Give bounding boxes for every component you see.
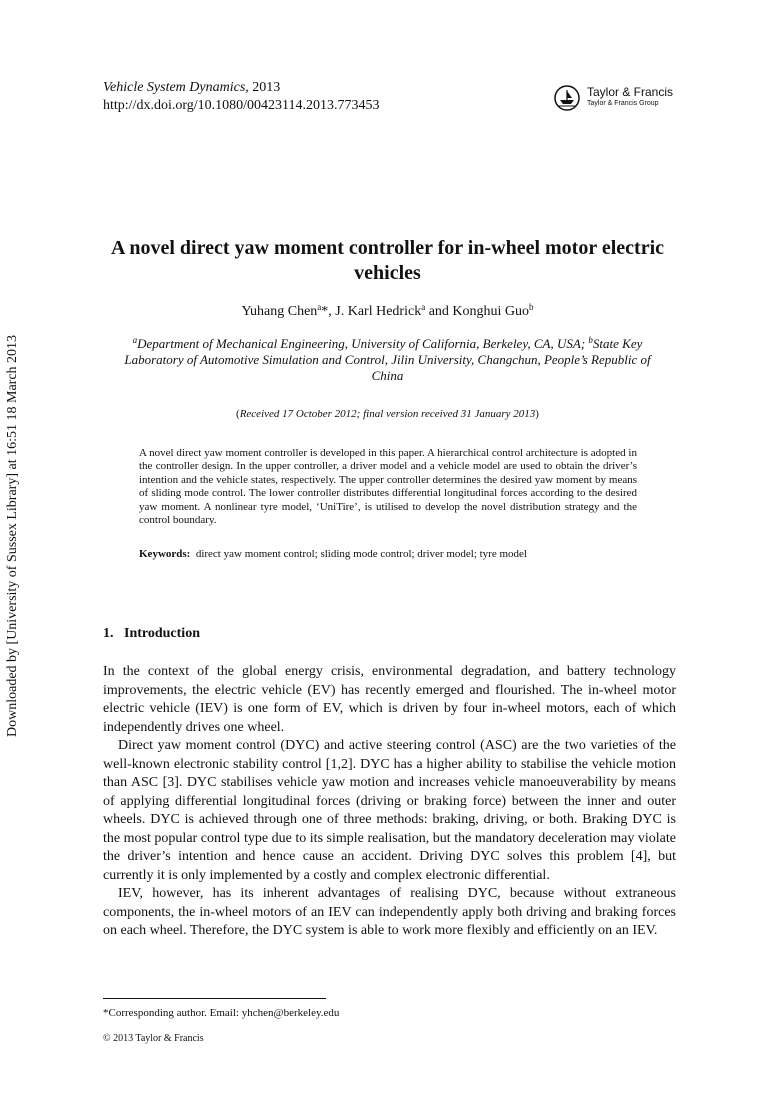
copyright-notice: © 2013 Taylor & Francis [103,1033,204,1044]
footnote-divider [103,998,326,999]
section-title: Introduction [124,626,200,641]
author-name: Yuhang Chen [241,304,318,319]
paragraph: IEV, however, has its inherent advantages of realising DYC, because without extraneous components, the in-wheel motors of an IEV can independently apply both driving and braking forces on each wheel. Therefore, the DYC system is able to work more flexibly and efficiently on an IEV. [103,886,676,938]
section-heading [103,625,200,643]
paragraph: Direct yaw moment control (DYC) and active steering control (ASC) are the two varieties of the well-known electronic stability control [1,2]. DYC has a higher ability to stabilise the vehicle motion than ASC [3]. DYC stabilises vehicle yaw motion and increases vehicle manoeuverability by means of applying differential longitudinal forces (driving or braking force) between the inner and outer wheels. DYC is achieved through one of three methods: braking, driving, or both. Braking DYC is the most popular control type due to its simple realisation, but the mandatory deceleration may violate the driver’s intention and hence cause an accident. Driving DYC solves this problem [4], but currently it is only implemented by a costly and complex electronic differential. [103,738,676,883]
affiliation-a: Department of Mechanical Engineering, University of California, Berkeley, CA, USA; [137,336,589,351]
abstract: A novel direct yaw moment controller is developed in this paper. A hierarchical control architecture is adopted in the controller design. In the upper controller, a driver model and a vehicle model are used to obtain the driver’s intention and the vehicle states, respectively. The upper controller determines the desired yaw moment by means of sliding mode control. The lower controller distributes differential longitudinal forces according to the desired yaw moment. A nonlinear tyre model, ‘UniTire’, is utilised to develop the novel distribution strategy and the control boundary. [139,447,637,527]
download-watermark: Downloaded by [University of Sussex Library] at 16:51 18 March 2013 [5,334,20,738]
author-affiliation-mark: a [421,302,426,312]
corresponding-mark: * [321,304,329,319]
author-affiliation-mark: b [529,302,534,312]
journal-year: , 2013 [245,80,281,95]
doi-link[interactable]: http://dx.doi.org/10.1080/00423114.2013.773453 [103,98,380,113]
journal-citation [103,79,380,97]
corresponding-author-footnote: *Corresponding author. Email: yhchen@berkeley.edu [103,1007,340,1019]
journal-header [103,79,380,115]
author-separator: and [425,304,453,319]
author-list [100,303,675,321]
publisher-group: Taylor & Francis Group [587,100,659,107]
affiliation-mark: a [132,335,138,345]
paper-title: A novel direct yaw moment controller for in-wheel motor electric vehicles [111,237,664,284]
author-affiliation-mark: a [317,302,322,312]
author-name: J. Karl Hedrick [335,304,422,319]
journal-name: Vehicle System Dynamics [103,80,246,95]
author-separator: , [328,304,336,319]
publisher-emblem-icon [553,84,581,112]
received-dates [100,407,675,421]
publisher-name: Taylor & Francis [587,85,674,99]
paren-open: ( [236,408,240,420]
publisher-logo [553,84,683,112]
received-text: Received 17 October 2012; final version received 31 January 2013 [239,408,536,420]
keywords-text: direct yaw moment control; sliding mode control; driver model; tyre model [195,548,527,560]
keywords [139,547,637,561]
author-name: Konghui Guo [452,304,530,319]
paren-close: ) [535,408,539,420]
affiliations [110,336,665,384]
keywords-label: Keywords: [139,548,191,560]
affiliation-b: State Key Laboratory of Automotive Simulation and Control, Jilin University, Changchun, People’s Republic of China [124,336,651,383]
paragraph: In the context of the global energy crisis, environmental degradation, and battery technology improvements, the electric vehicle (EV) has recently emerged and flourished. The in-wheel motor electric vehicle (IEV) is one form of EV, which is driven by four in-wheel motors, each of which independently drives one wheel. [103,664,676,735]
body-text [103,663,676,941]
section-number: 1. [103,626,114,641]
affiliation-mark: b [588,335,593,345]
